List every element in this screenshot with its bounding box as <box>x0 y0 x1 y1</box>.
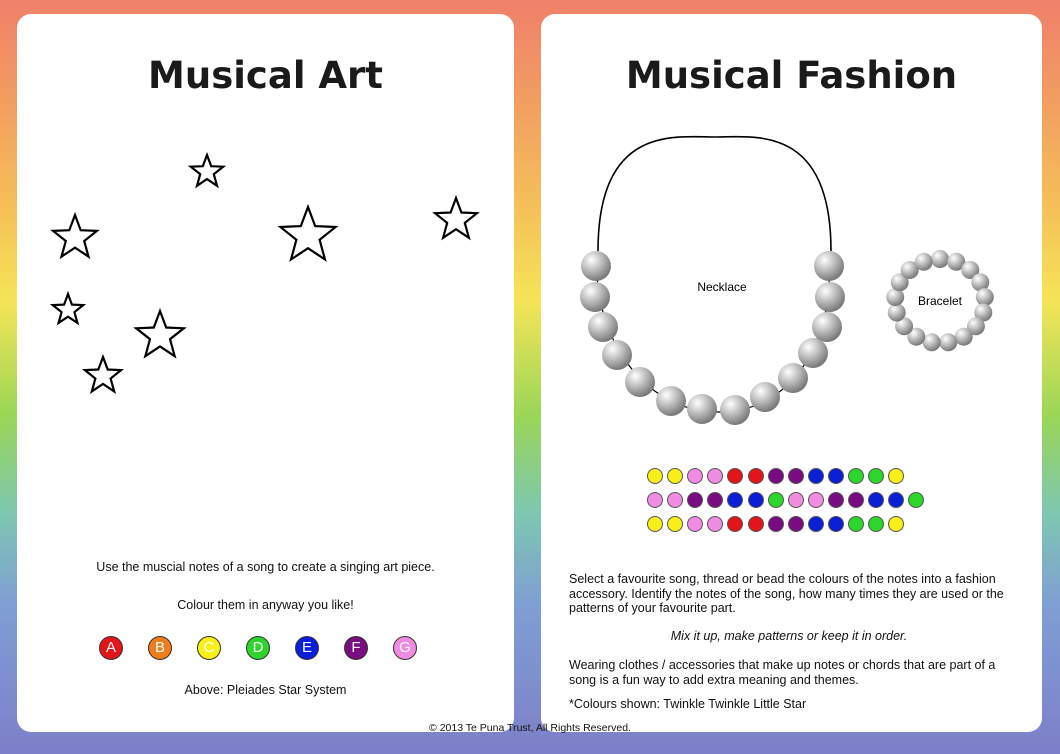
note-e-circle: E <box>295 636 319 660</box>
necklace-string <box>598 137 831 251</box>
pattern-bead-g <box>707 516 723 532</box>
note-a-circle: A <box>99 636 123 660</box>
necklace-pearl <box>778 363 808 393</box>
bracelet-bead <box>915 253 933 271</box>
pattern-bead-g <box>788 492 804 508</box>
star-outline <box>85 357 121 391</box>
pattern-bead-g <box>808 492 824 508</box>
necklace-beads <box>580 251 845 425</box>
necklace-pearl <box>812 312 842 342</box>
musical-art-panel <box>17 14 514 732</box>
star-outline <box>435 198 477 238</box>
pattern-bead-e <box>828 516 844 532</box>
necklace-pearl <box>580 282 610 312</box>
bracelet-bead <box>923 333 941 351</box>
bracelet-label: Bracelet <box>917 294 963 308</box>
necklace-pearl <box>798 338 828 368</box>
necklace-pearl <box>814 251 844 281</box>
art-instruction: Use the muscial notes of a song to create a singing art piece. <box>96 560 435 574</box>
pattern-bead-a <box>727 516 743 532</box>
pattern-bead-e <box>808 516 824 532</box>
pattern-bead-f <box>707 492 723 508</box>
necklace-pearl <box>687 394 717 424</box>
pattern-bead-c <box>647 516 663 532</box>
bracelet-bead <box>976 288 994 306</box>
star-outline <box>53 215 97 257</box>
musical-fashion-panel <box>541 14 1042 732</box>
pattern-bead-f <box>788 468 804 484</box>
note-g-circle: G <box>393 636 417 660</box>
pattern-bead-d <box>908 492 924 508</box>
musical-art-title: Musical Art <box>148 54 383 97</box>
pattern-bead-c <box>888 468 904 484</box>
fashion-paragraph-2: Mix it up, make patterns or keep it in order. <box>670 629 908 643</box>
fashion-paragraph-1: Select a favourite song, thread or bead the colours of the notes into a fashion accessory. Identify the notes of the song, how many times they are used or the patterns of your favourite part. <box>569 572 1004 615</box>
necklace-pearl <box>602 340 632 370</box>
bracelet-bead <box>888 304 906 322</box>
necklace-pearl <box>750 382 780 412</box>
necklace-pearl <box>656 386 686 416</box>
pattern-bead-e <box>727 492 743 508</box>
note-b-circle: B <box>148 636 172 660</box>
pattern-bead-a <box>748 516 764 532</box>
necklace-pearl <box>588 312 618 342</box>
note-f-circle: F <box>344 636 368 660</box>
pattern-bead-d <box>768 492 784 508</box>
pattern-bead-c <box>647 468 663 484</box>
pattern-bead-c <box>667 468 683 484</box>
colour-note: Colour them in anyway you like! <box>177 598 354 612</box>
pattern-bead-e <box>888 492 904 508</box>
pattern-bead-g <box>687 516 703 532</box>
pattern-bead-d <box>848 468 864 484</box>
star-outline <box>280 207 335 260</box>
note-d-circle: D <box>246 636 270 660</box>
pattern-bead-e <box>748 492 764 508</box>
pattern-bead-a <box>748 468 764 484</box>
star-outline <box>53 294 83 323</box>
pattern-bead-f <box>828 492 844 508</box>
pattern-bead-g <box>687 468 703 484</box>
copyright-footer: © 2013 Te Puna Trust, All Rights Reserved. <box>429 722 631 734</box>
pleiades-stars <box>17 14 514 534</box>
necklace-pearl <box>625 367 655 397</box>
pattern-bead-g <box>667 492 683 508</box>
stars-caption: Above: Pleiades Star System <box>184 683 347 697</box>
jewelry-illustration <box>541 14 1042 454</box>
pattern-bead-d <box>848 516 864 532</box>
star-outline <box>136 311 184 356</box>
necklace-pearl <box>720 395 750 425</box>
star-outline <box>191 155 223 186</box>
bracelet-bead <box>931 250 949 268</box>
necklace-label: Necklace <box>697 280 747 294</box>
pattern-bead-a <box>727 468 743 484</box>
pattern-bead-f <box>687 492 703 508</box>
musical-fashion-title: Musical Fashion <box>625 54 958 97</box>
pattern-bead-c <box>667 516 683 532</box>
fashion-paragraph-3: Wearing clothes / accessories that make up notes or chords that are part of a song is a fun way to add extra meaning and themes. <box>569 658 996 687</box>
pattern-bead-f <box>848 492 864 508</box>
pattern-bead-g <box>647 492 663 508</box>
note-colour-key <box>99 636 429 662</box>
bracelet-bead <box>955 328 973 346</box>
necklace-pearl <box>815 282 845 312</box>
pattern-bead-e <box>868 492 884 508</box>
pattern-bead-c <box>888 516 904 532</box>
pattern-bead-g <box>707 468 723 484</box>
note-c-circle: C <box>197 636 221 660</box>
pattern-bead-e <box>808 468 824 484</box>
pattern-bead-e <box>828 468 844 484</box>
colours-shown-note: *Colours shown: Twinkle Twinkle Little Star <box>569 697 807 711</box>
pattern-bead-f <box>768 468 784 484</box>
pattern-bead-f <box>768 516 784 532</box>
pattern-bead-f <box>788 516 804 532</box>
bracelet-bead <box>939 333 957 351</box>
pattern-bead-d <box>868 468 884 484</box>
pattern-bead-d <box>868 516 884 532</box>
necklace-pearl <box>581 251 611 281</box>
